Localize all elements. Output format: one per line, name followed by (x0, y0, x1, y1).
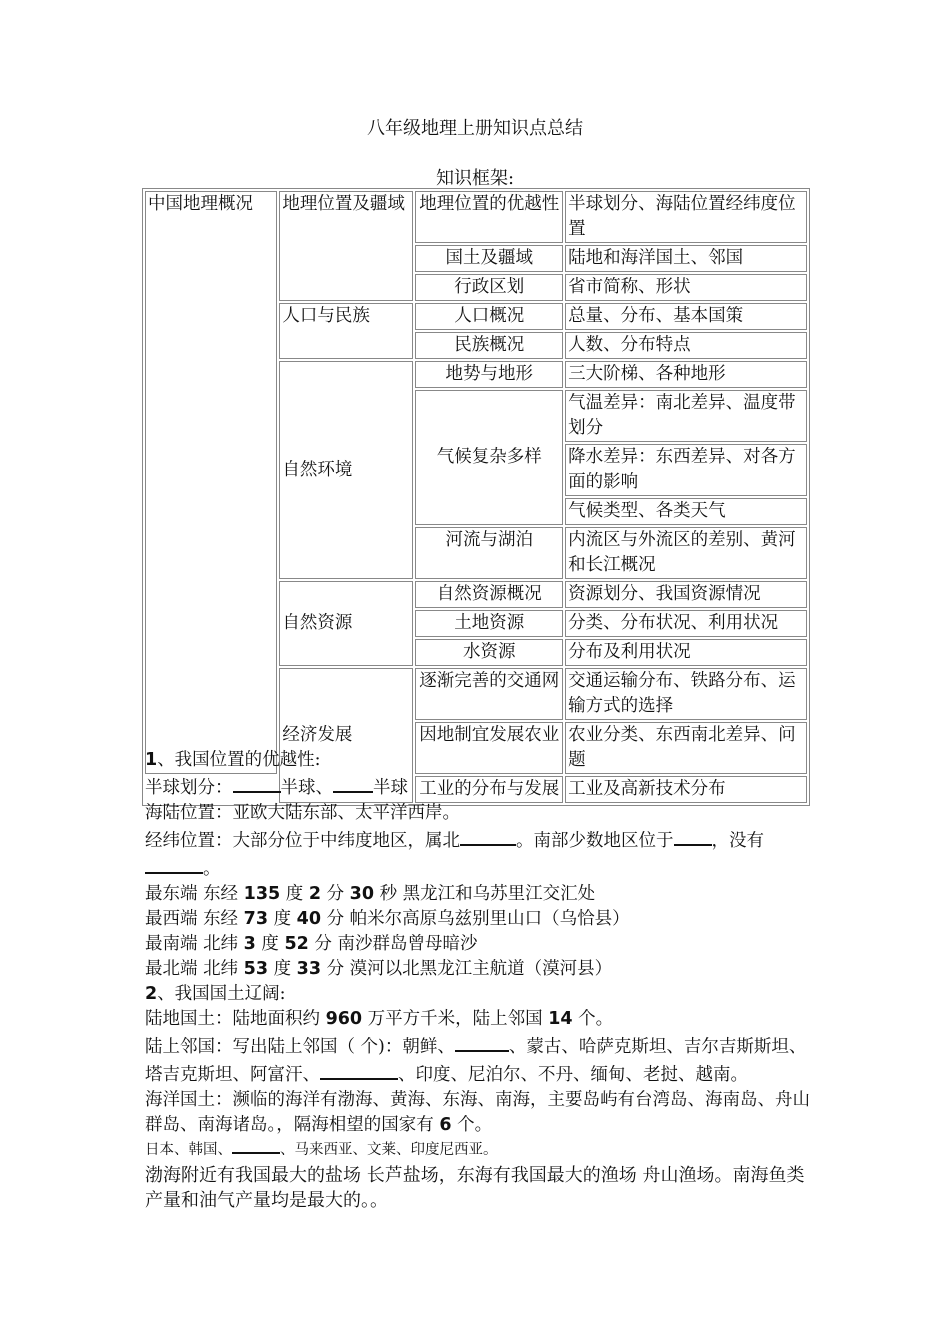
south-point-line: 最南端 北纬 3 度 52 分 南沙群岛曾母暗沙 (145, 934, 478, 954)
content-cell: 气温差异：南北差异、温度带划分 (565, 390, 807, 442)
topic-cell: 气候复杂多样 (415, 390, 563, 525)
topic-cell: 河流与湖泊 (415, 527, 563, 579)
content-cell: 人数、分布特点 (565, 332, 807, 359)
content-cell: 半球划分、海陆位置经纬度位置 (565, 191, 807, 243)
category-geo: 地理位置及疆域 (279, 191, 413, 301)
content-cell: 气候类型、各类天气 (565, 498, 807, 525)
fill-blank[interactable] (333, 773, 373, 793)
content-cell: 陆地和海洋国土、邻国 (565, 245, 807, 272)
section-1-heading: 1、我国位置的优越性: (145, 750, 321, 770)
topic-cell: 地势与地形 (415, 361, 563, 388)
hemisphere-line: 半球划分： 半球、 半球 (145, 773, 810, 801)
fill-blank[interactable] (320, 1060, 398, 1080)
category-res: 自然资源 (279, 581, 413, 666)
neighbors-para: 陆上邻国：写出陆上邻国（ 个)：朝鲜、 、蒙古、哈萨克斯坦、吉尔吉斯斯坦、塔吉克斯坦、阿富汗、 、印度、尼泊尔、不丹、缅甸、老挝、越南。 (145, 1032, 810, 1088)
topic-cell: 水资源 (415, 639, 563, 666)
latlon-line: 经纬位置：大部分位于中纬度地区，属北 。南部少数地区位于 ，没有。 (145, 826, 810, 882)
content-cell: 降水差异：东西差异、对各方面的影响 (565, 444, 807, 496)
fill-blank[interactable] (145, 854, 203, 874)
content-cell: 省市简称、形状 (565, 274, 807, 301)
topic-cell: 人口概况 (415, 303, 563, 330)
topic-cell: 民族概况 (415, 332, 563, 359)
topic-cell: 逐渐完善的交通网 (415, 668, 563, 720)
framework-heading: 知识框架: (435, 168, 515, 189)
east-point-line: 最东端 东经 135 度 2 分 30 秒 黑龙江和乌苏里江交汇处 (145, 884, 596, 904)
sea-territory-para: 海洋国土：濒临的海洋有渤海、黄海、东海、南海，主要岛屿有台湾岛、海南岛、舟山群岛、南海诸岛。，隔海相望的国家有 6 个。 (145, 1090, 810, 1135)
content-cell: 资源划分、我国资源情况 (565, 581, 807, 608)
fill-blank[interactable] (460, 826, 516, 846)
content-cell: 农业分类、东西南北差异、问题 (565, 722, 807, 774)
topic-cell: 国土及疆域 (415, 245, 563, 272)
category-pop: 人口与民族 (279, 303, 413, 359)
west-point-line: 最西端 东经 73 度 40 分 帕米尔高原乌兹别里山口（乌恰县） (145, 909, 630, 929)
land-sea-line: 海陆位置：亚欧大陆东部、太平洋西岸。 (145, 803, 460, 823)
topic-cell: 因地制宜发展农业 (415, 722, 563, 774)
content-cell: 内流区与外流区的差别、黄河和长江概况 (565, 527, 807, 579)
content-cell: 三大阶梯、各种地形 (565, 361, 807, 388)
content-cell: 分布及利用状况 (565, 639, 807, 666)
content-cell: 总量、分布、基本国策 (565, 303, 807, 330)
north-point-line: 最北端 北纬 53 度 33 分 漠河以北黑龙江主航道（漠河县） (145, 959, 613, 979)
fill-blank[interactable] (233, 773, 281, 793)
content-cell: 工业及高新技术分布 (565, 776, 807, 803)
topic-cell: 行政区划 (415, 274, 563, 301)
fill-blank[interactable] (674, 826, 712, 846)
land-territory-line: 陆地国土：陆地面积约 960 万平方千米，陆上邻国 14 个。 (145, 1009, 614, 1029)
content-cell: 分类、分布状况、利用状况 (565, 610, 807, 637)
topic-cell: 工业的分布与发展 (415, 776, 563, 803)
knowledge-framework-table (142, 188, 810, 806)
salt-fishery-para: 渤海附近有我国最大的盐场 长芦盐场，东海有我国最大的渔场 舟山渔场。南海鱼类产量和油气产量均是最大的。。 (145, 1165, 805, 1211)
topic-cell: 自然资源概况 (415, 581, 563, 608)
root-cell: 中国地理概况 (145, 191, 277, 774)
category-eco: 经济发展 (279, 668, 413, 803)
sea-neighbors-line: 日本、韩国、 、马来西亚、文莱、印度尼西亚。 (145, 1138, 810, 1163)
page-title: 八年级地理上册知识点总结 (367, 118, 583, 139)
content-cell: 交通运输分布、铁路分布、运输方式的选择 (565, 668, 807, 720)
notes-body (145, 748, 810, 1213)
category-env: 自然环境 (279, 361, 413, 579)
fill-blank[interactable] (232, 1138, 280, 1154)
topic-cell: 地理位置的优越性 (415, 191, 563, 243)
section-2-heading: 2、我国国土辽阔: (145, 984, 286, 1004)
topic-cell: 土地资源 (415, 610, 563, 637)
fill-blank[interactable] (455, 1032, 509, 1052)
